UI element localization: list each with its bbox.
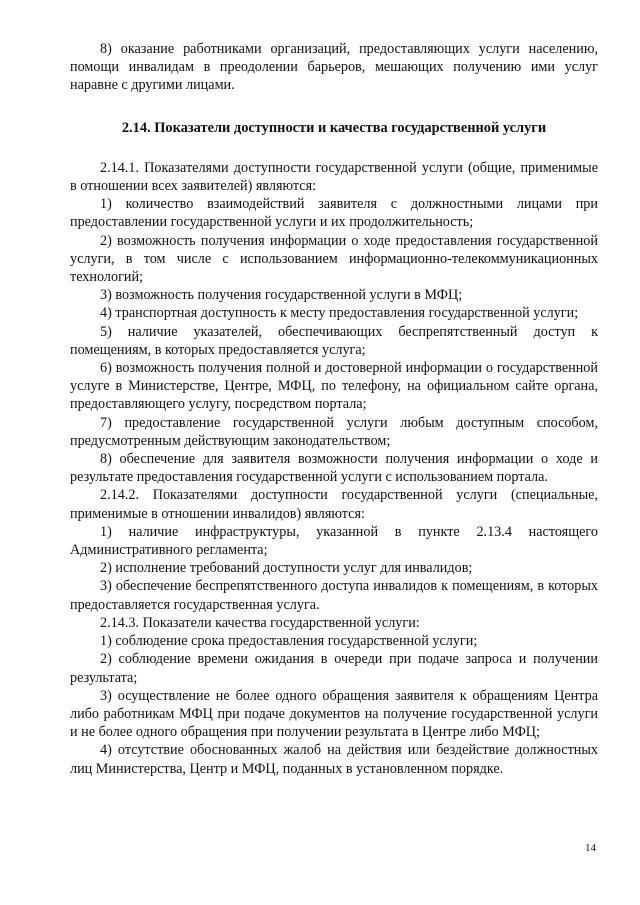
paragraph: 1) соблюдение срока предоставления государственной услуги; [100,633,478,650]
paragraph: 2) соблюдение времени ожидания в очереди при подаче запроса и получении результата; [70,651,598,686]
paragraph: 6) возможность получения полной и достоверной информации о государственной услуге в Министерстве, Центре, МФЦ, по телефону, на официальном сайте органа, предоставляющего услугу, посредством портала; [70,360,598,413]
paragraph: 7) предоставление государственной услуги любым доступным способом, предусмотренным действующим законодательством; [70,414,598,449]
section-body [70,159,598,778]
paragraph: 3) возможность получения государственной услуги в МФЦ; [100,287,463,304]
paragraph-2-14-3: 2.14.3. Показатели качества государственной услуги: [100,614,420,631]
paragraph-2-14-2: 2.14.2. Показателями доступности государственной услуги (специальные, применимые в отношении инвалидов) являются: [70,487,598,522]
paragraph: 4) отсутствие обоснованных жалоб на действия или бездействие должностных лиц Министерства, Центр и МФЦ, поданных в установленном порядке. [70,742,598,777]
paragraph: 2) возможность получения информации о ходе предоставления государственной услуги, в том числе с использованием информационно-телекоммуникационных технологий; [70,232,598,286]
intro-list-item: 8) оказание работниками организаций, предоставляющих услуги населению, помощи инвалидам в преодолении барьеров, мешающих получению ими услуг наравне с другими лицами. [70,41,598,94]
paragraph: 3) осуществление не более одного обращения заявителя к обращениям Центра либо работникам МФЦ при подаче документов на получение государственной услуги и не более одного обращения при получении результата в Центре либо МФЦ; [70,687,598,741]
paragraph: 5) наличие указателей, обеспечивающих беспрепятственный доступ к помещениям, в которых предоставляется услуга; [70,323,598,358]
document-page [70,40,598,778]
paragraph: 4) транспортная доступность к месту предоставления государственной услуги; [100,305,579,322]
paragraph: 8) обеспечение для заявителя возможности получения информации о ходе и результате предоставления государственной услуги с использованием портала. [70,451,598,486]
section-heading: 2.14. Показатели доступности и качества государственной услуги [121,119,547,136]
paragraph-2-14-1: 2.14.1. Показателями доступности государственной услуги (общие, применимые в отношении всех заявителей) являются: [70,159,598,195]
paragraph: 1) количество взаимодействий заявителя с должностными лицами при предоставлении государственной услуги и их продолжительность; [70,196,598,231]
paragraph: 1) наличие инфраструктуры, указанной в пункте 2.13.4 настоящего Административного регламента; [70,523,598,559]
paragraph: 2) исполнение требований доступности услуг для инвалидов; [100,560,473,577]
page-number: 14 [585,842,596,854]
paragraph: 3) обеспечение беспрепятственного доступа инвалидов к помещениям, в которых предоставляется государственная услуга. [70,578,598,613]
